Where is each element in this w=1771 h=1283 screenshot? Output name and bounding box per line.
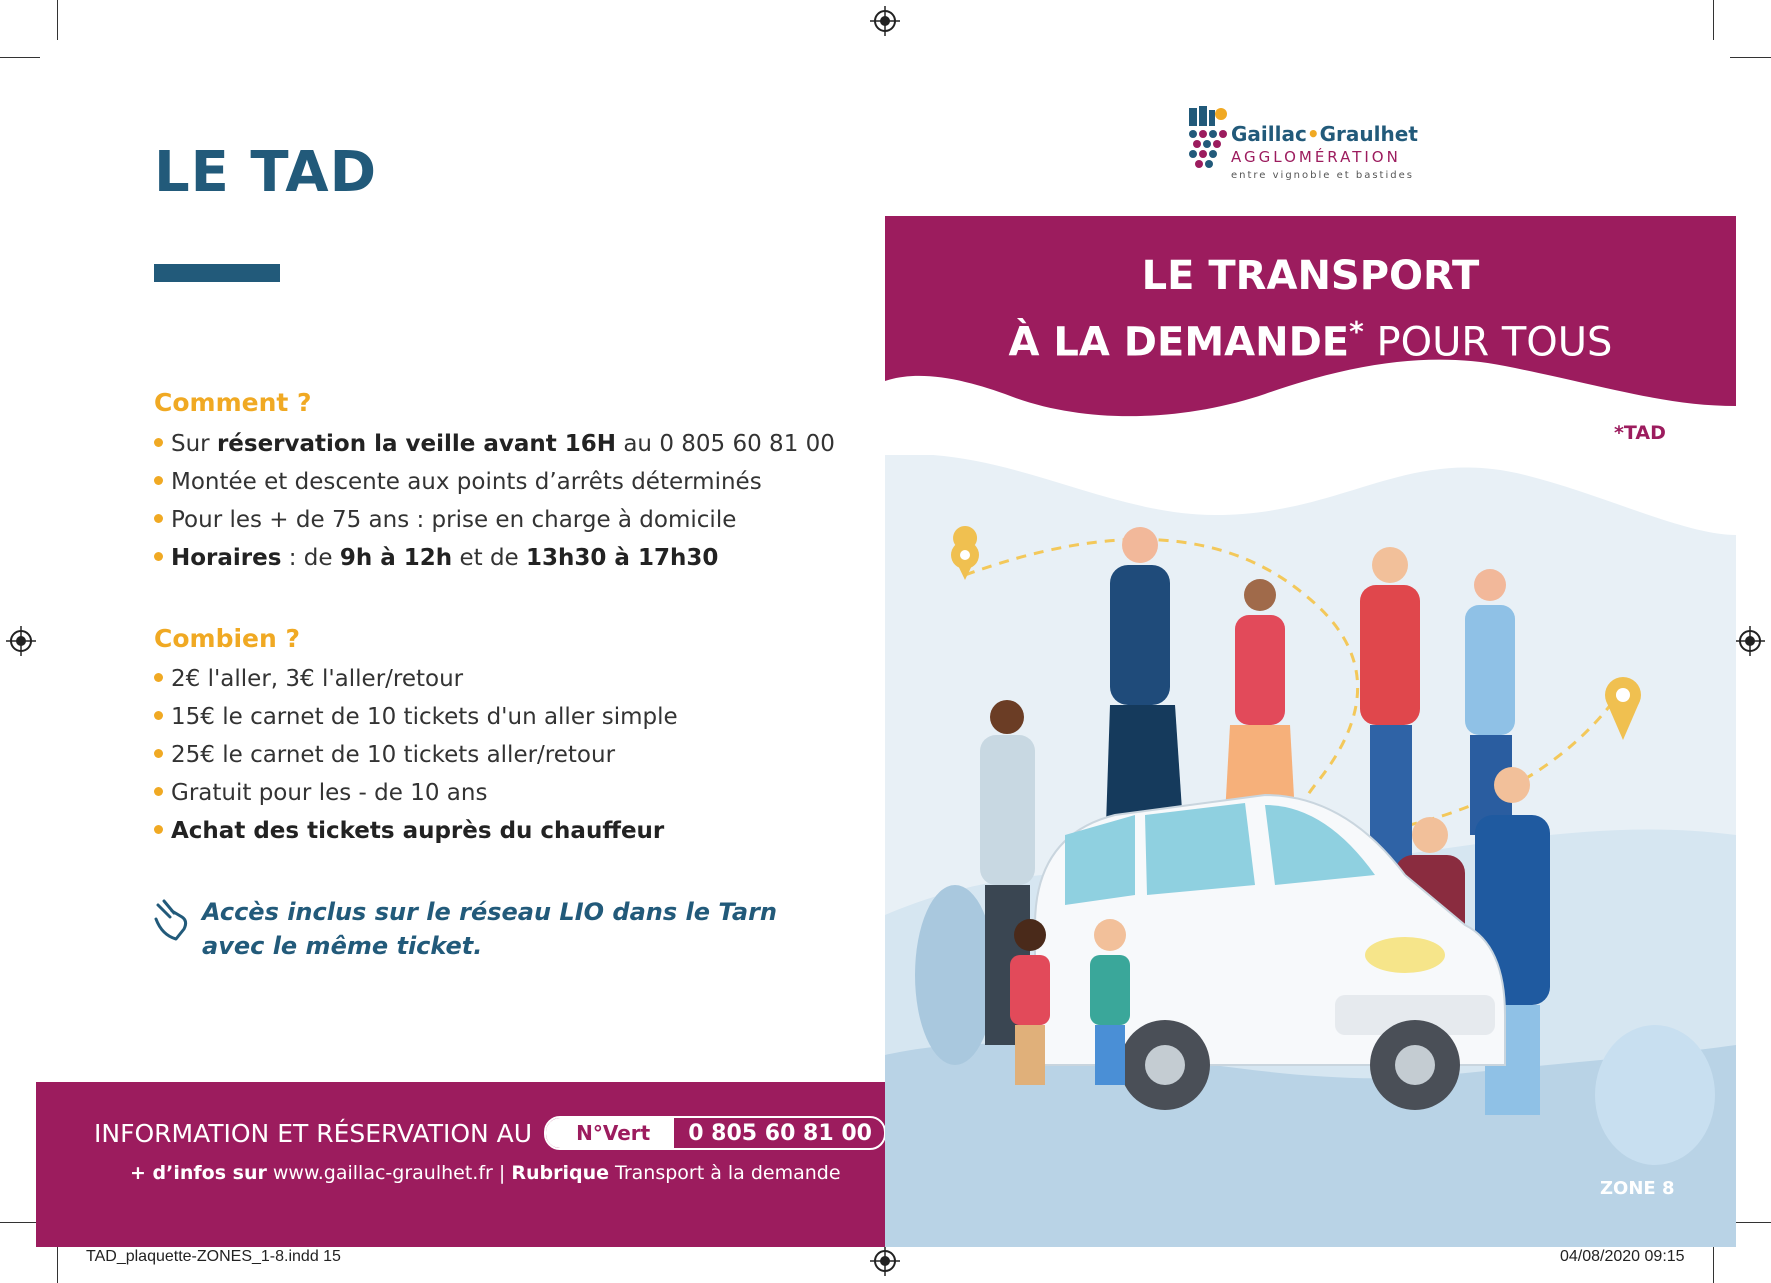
- slug-date: 04/08/2020 09:15: [1560, 1248, 1685, 1265]
- combien-heading: Combien ?: [154, 624, 300, 653]
- crop-mark: [1713, 1243, 1714, 1283]
- list-item: Horaires : de 9h à 12h et de 13h30 à 17h30: [154, 539, 835, 577]
- phone-badge[interactable]: [544, 1116, 886, 1150]
- grape-logo-icon: [1185, 104, 1229, 184]
- crop-mark: [57, 1243, 58, 1283]
- reservation-label: INFORMATION ET RÉSERVATION AU: [94, 1118, 533, 1148]
- registration-mark-icon: [6, 626, 36, 656]
- list-item: Montée et descente aux points d’arrêts déterminés: [154, 463, 835, 501]
- registration-mark-icon: [870, 6, 900, 36]
- registration-mark-icon: [1735, 626, 1765, 656]
- pointing-hand-icon: [152, 895, 192, 945]
- logo-tagline: entre vignoble et bastides: [1231, 170, 1414, 181]
- comment-heading: Comment ?: [154, 388, 312, 417]
- bullet-dot-icon: [154, 552, 163, 561]
- numero-vert-label: N°Vert: [546, 1118, 674, 1148]
- list-item: Sur réservation la veille avant 16H au 0 805 60 81 00: [154, 425, 835, 463]
- bullet-dot-icon: [154, 438, 163, 447]
- list-item: 25€ le carnet de 10 tickets aller/retour: [154, 736, 678, 774]
- info-band: [36, 1082, 887, 1247]
- list-item: Achat des tickets auprès du chauffeur: [154, 812, 678, 850]
- list-item: 15€ le carnet de 10 tickets d'un aller simple: [154, 698, 678, 736]
- lio-network-note: [152, 895, 777, 963]
- bullet-dot-icon: [154, 514, 163, 523]
- bullet-dot-icon: [154, 825, 163, 834]
- tad-footnote: *TAD: [1614, 422, 1666, 444]
- brochure-title: LE TRANSPORT À LA DEMANDE* POUR TOUS: [1008, 253, 1613, 366]
- agglomeration-logo: [1185, 104, 1418, 184]
- comment-list: [154, 425, 835, 577]
- page-title: LE TAD: [154, 140, 378, 205]
- crop-mark: [0, 1222, 40, 1223]
- list-item: Gratuit pour les - de 10 ans: [154, 774, 678, 812]
- list-item: Pour les + de 75 ans : prise en charge à domicile: [154, 501, 835, 539]
- phone-number: 0 805 60 81 00: [688, 1120, 872, 1146]
- crop-mark: [57, 0, 58, 40]
- note-line-2: avec le même ticket.: [202, 932, 483, 960]
- website-link[interactable]: www.gaillac-graulhet.fr: [266, 1162, 493, 1184]
- bullet-dot-icon: [154, 711, 163, 720]
- passengers-van-illustration: [885, 455, 1736, 1247]
- reservation-line: [94, 1116, 886, 1150]
- slug-filename: TAD_plaquette-ZONES_1-8.indd 15: [86, 1248, 341, 1265]
- list-item: 2€ l'aller, 3€ l'aller/retour: [154, 660, 678, 698]
- logo-name: Gaillac•Graulhet: [1231, 122, 1418, 146]
- note-line-1: Accès inclus sur le réseau LIO dans le Tarn: [202, 898, 778, 926]
- bullet-dot-icon: [154, 749, 163, 758]
- combien-list: [154, 660, 678, 850]
- registration-mark-icon: [870, 1246, 900, 1276]
- crop-mark: [1730, 57, 1771, 58]
- title-underline: [154, 264, 280, 282]
- crop-mark: [1730, 1222, 1771, 1223]
- bullet-dot-icon: [154, 476, 163, 485]
- logo-subtitle: AGGLOMÉRATION: [1231, 148, 1401, 166]
- more-info-line: + d’infos sur www.gaillac-graulhet.fr | Rubrique Transport à la demande: [130, 1162, 841, 1184]
- crop-mark: [0, 57, 40, 58]
- bullet-dot-icon: [154, 787, 163, 796]
- zone-label: ZONE 8: [1600, 1178, 1675, 1199]
- bullet-dot-icon: [154, 673, 163, 682]
- crop-mark: [1713, 0, 1714, 40]
